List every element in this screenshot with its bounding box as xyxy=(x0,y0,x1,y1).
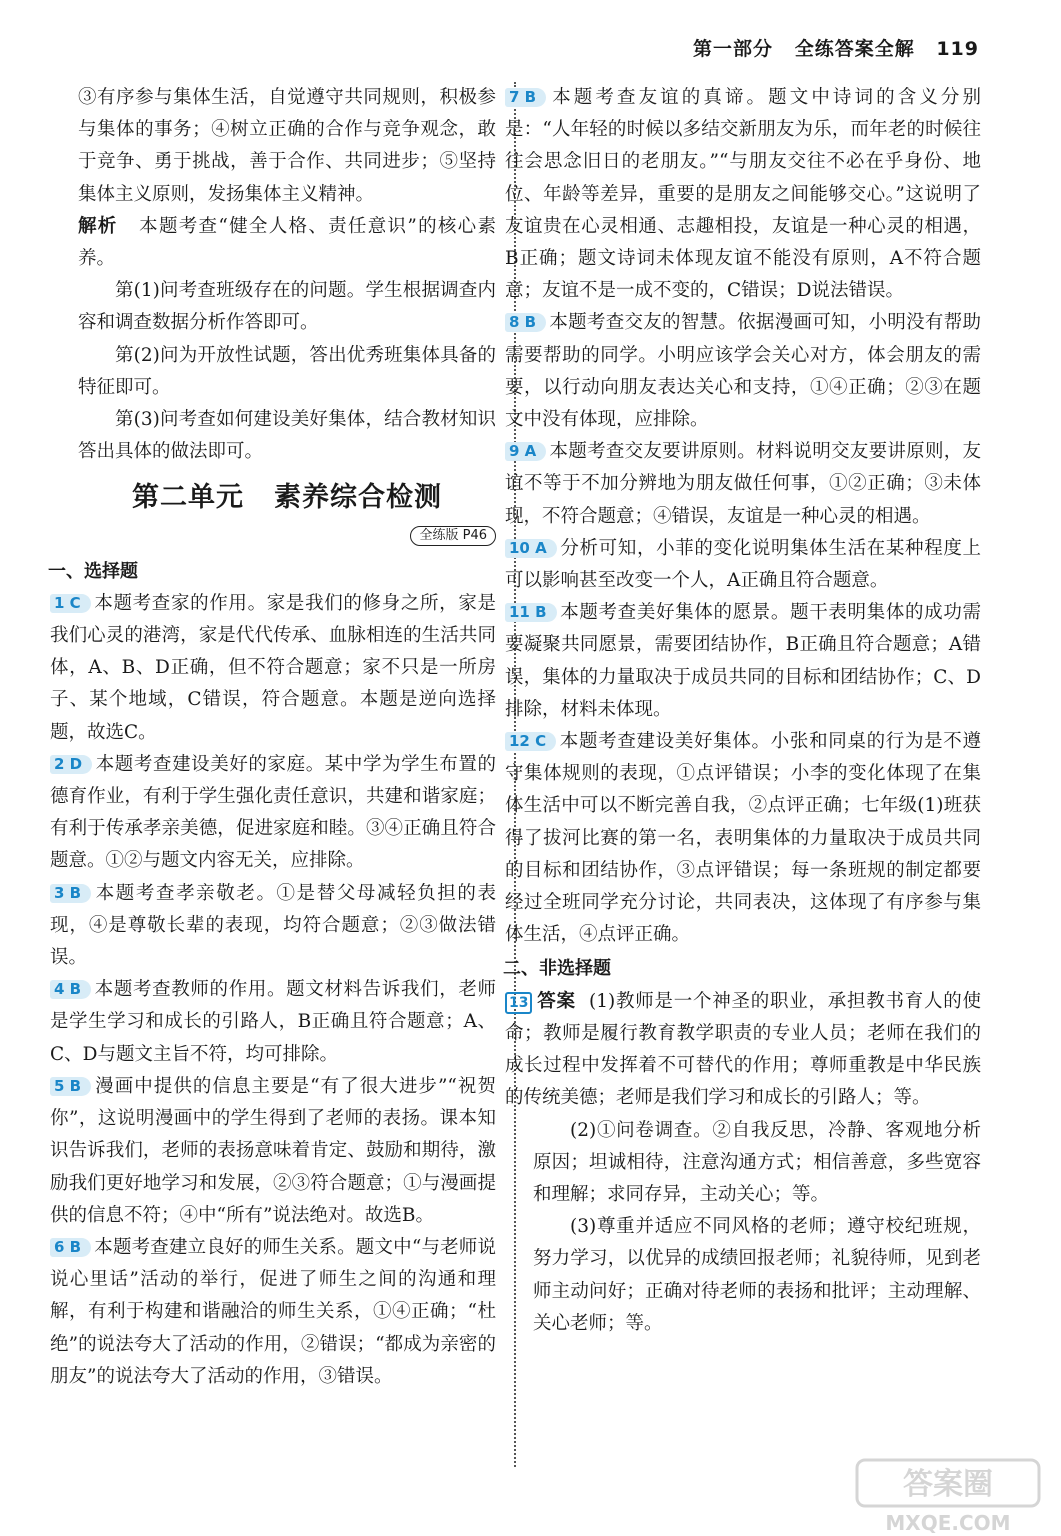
answer-badge: 3 B xyxy=(50,884,91,903)
page-number: 119 xyxy=(936,38,979,60)
answer-text: 本题考查建设美好集体。小张和同桌的行为是不遵守集体规则的表现，①点评错误；小李的变化体现了在集体生活中可以不断完善自我，②点评正确；七年级(1)班获得了拔河比赛的第一名，表明集体的力量取决于成员共同的目标和团结协作，③点评错误；每一条班规的制定都要经过全班同学充分讨论，共同表决，这体现了有序参与集体生活，④点评正确。 xyxy=(505,731,981,946)
answer-item xyxy=(50,1232,496,1393)
page-header xyxy=(679,34,979,61)
answer-item xyxy=(50,588,496,749)
question-number-box: 13 xyxy=(505,992,532,1014)
unit-title xyxy=(78,482,496,514)
answer-badge: 7 B xyxy=(505,88,546,107)
answer-item xyxy=(505,597,981,726)
answer-badge: 12 C xyxy=(505,732,556,751)
section-heading-choice: 一、选择题 xyxy=(48,560,138,582)
answer-item xyxy=(505,436,981,533)
answer-badge: 8 B xyxy=(505,313,546,332)
analysis-q2: 第(2)问为开放性试题，答出优秀班集体具备的特征即可。 xyxy=(78,344,496,398)
svg-text:MXQE.COM: MXQE.COM xyxy=(885,1511,1011,1535)
answer-badge: 4 B xyxy=(50,980,91,999)
analysis-q1: 第(1)问考查班级存在的问题。学生根据调查内容和调查数据分析作答即可。 xyxy=(78,280,496,334)
answer-badge: 10 A xyxy=(505,539,557,558)
q13-part1: (1)教师是一个神圣的职业，承担教书育人的使命；教师是履行教育教学职责的专业人员；老师在我们的成长过程中发挥着不可替代的作用；尊师重教是中华民族的传统美德；老师是我们学习和成长的引路人；等。 xyxy=(505,990,981,1109)
answer-text: 本题考查教师的作用。题文材料告诉我们，老师是学生学习和成长的引路人，B正确且符合题意；A、C、D与题文主旨不符，均可排除。 xyxy=(50,979,496,1065)
answer-badge: 6 B xyxy=(50,1238,91,1257)
left-column xyxy=(48,82,496,1393)
analysis-label: 解析 xyxy=(78,215,118,237)
answer-item xyxy=(50,974,496,1071)
answer-item xyxy=(505,82,981,307)
answer-text: 漫画中提供的信息主要是“有了很大进步”“祝贺你”，这说明漫画中的学生得到了老师的表扬。课本知识告诉我们，老师的表扬意味着肯定、鼓励和期待，激励我们更好地学习和发展，②③符合题意；①与漫画提供的信息不符；④中“所有”说法绝对。故选B。 xyxy=(50,1075,496,1226)
answer-item xyxy=(505,726,981,951)
answer-text: 本题考查交友要讲原则。材料说明交友要讲原则，友谊不等于不加分辨地为朋友做任何事，①②正确；③未体现，不符合题意；④错误，友谊是一种心灵的相遇。 xyxy=(505,441,981,527)
answer-text: 本题考查美好集体的愿景。题干表明集体的成功需要凝聚共同愿景，需要团结协作，B正确且符合题意；A错误，集体的力量取决于成员共同的目标和团结协作；C、D排除，材料未体现。 xyxy=(505,602,981,720)
answer-text: 本题考查友谊的真谛。题文中诗词的含义分别是：“人年轻的时候以多结交新朋友为乐，而年老的时候往往会思念旧日的老朋友。”“与朋友交往不必在乎身份、地位、年龄等差异，重要的是朋友之间能够交心。”这说明了友谊贵在心灵相通、志趣相投，友谊是一种心灵的相遇，B正确；题文诗词未体现友谊不能没有原则，A不符合题意；友谊不是一成不变的，C错误；D说法错误。 xyxy=(505,87,981,302)
answer-text: 本题考查交友的智慧。依据漫画可知，小明没有帮助需要帮助的同学。小明应该学会关心对方，体会朋友的需要，以行动向朋友表达关心和支持，①④正确；②③在题文中没有体现，应排除。 xyxy=(505,312,981,431)
q13-part2: (2)①问卷调查。②自我反思，冷静、客观地分析原因；坦诚相待，注意沟通方式；相信善意，多些宽容和理解；求同存异，主动关心；等。 xyxy=(533,1119,981,1205)
watermark-logo xyxy=(853,1456,1043,1536)
section-heading-nonchoice: 二、非选择题 xyxy=(503,958,611,980)
answer-item xyxy=(50,878,496,975)
answer-badge: 9 A xyxy=(505,442,546,461)
answer-badge: 2 D xyxy=(50,755,92,774)
answer-badge: 5 B xyxy=(50,1077,91,1096)
intro-paragraph: ③有序参与集体生活，自觉遵守共同规则，积极参与集体的事务；④树立正确的合作与竞争观念，敢于竞争、勇于挑战，善于合作、共同进步；⑤坚持集体主义原则，发扬集体主义精神。 xyxy=(78,87,496,205)
answer-text: 本题考查家的作用。家是我们的修身之所，家是我们心灵的港湾，家是代代传承、血脉相连的生活共同体，A、B、D正确，但不符合题意；家不只是一所房子、某个地域，C错误，符合题意。本题是逆向选择题，故选C。 xyxy=(50,592,496,743)
answer-text: 本题考查建立良好的师生关系。题文中“与老师说说心里话”活动的举行，促进了师生之间的沟通和理解，有利于构建和谐融洽的师生关系，①④正确；“杜绝”的说法夸大了活动的作用，②错误；“都成为亲密的朋友”的说法夸大了活动的作用，③错误。 xyxy=(50,1236,496,1387)
analysis-text: 本题考查“健全人格、责任意识”的核心素养。 xyxy=(78,215,496,270)
answer-item xyxy=(505,533,981,597)
answer-badge: 1 C xyxy=(50,594,91,613)
unit-title-b: 素养综合检测 xyxy=(274,482,442,514)
answer-label: 答案 xyxy=(536,990,576,1012)
svg-text:答案圈: 答案圈 xyxy=(903,1467,993,1502)
answer-text: 本题考查建设美好的家庭。某中学为学生布置的德育作业，有利于学生强化责任意识，共建和谐家庭；有利于传承孝亲美德，促进家庭和睦。③④正确且符合题意。①②与题文内容无关，应排除。 xyxy=(50,753,496,872)
analysis-paragraph xyxy=(78,211,496,275)
q13-part3: (3)尊重并适应不同风格的老师；遵守校纪班规，努力学习，以优异的成绩回报老师；礼貌待师，见到老师主动问好；正确对待老师的表扬和批评；主动理解、关心老师；等。 xyxy=(533,1216,981,1334)
right-column xyxy=(503,82,981,1340)
answer-item-13 xyxy=(505,986,981,1115)
page-reference-badge: 全练版 P46 xyxy=(410,526,496,546)
answer-item xyxy=(50,1071,496,1232)
analysis-q3: 第(3)问考查如何建设美好集体，结合教材知识答出具体的做法即可。 xyxy=(78,409,496,463)
header-book: 全练答案全解 xyxy=(794,38,915,60)
answer-item xyxy=(50,749,496,878)
answer-text: 本题考查孝亲敬老。①是替父母减轻负担的表现，④是尊敬长辈的表现，均符合题意；②③做法错误。 xyxy=(50,882,496,969)
unit-title-a: 第二单元 xyxy=(132,482,244,514)
answer-text: 分析可知，小菲的变化说明集体生活在某种程度上可以影响甚至改变一个人，A正确且符合题意。 xyxy=(505,537,981,592)
answer-item xyxy=(505,307,981,436)
header-part: 第一部分 xyxy=(693,38,774,60)
answer-badge: 11 B xyxy=(505,603,557,622)
